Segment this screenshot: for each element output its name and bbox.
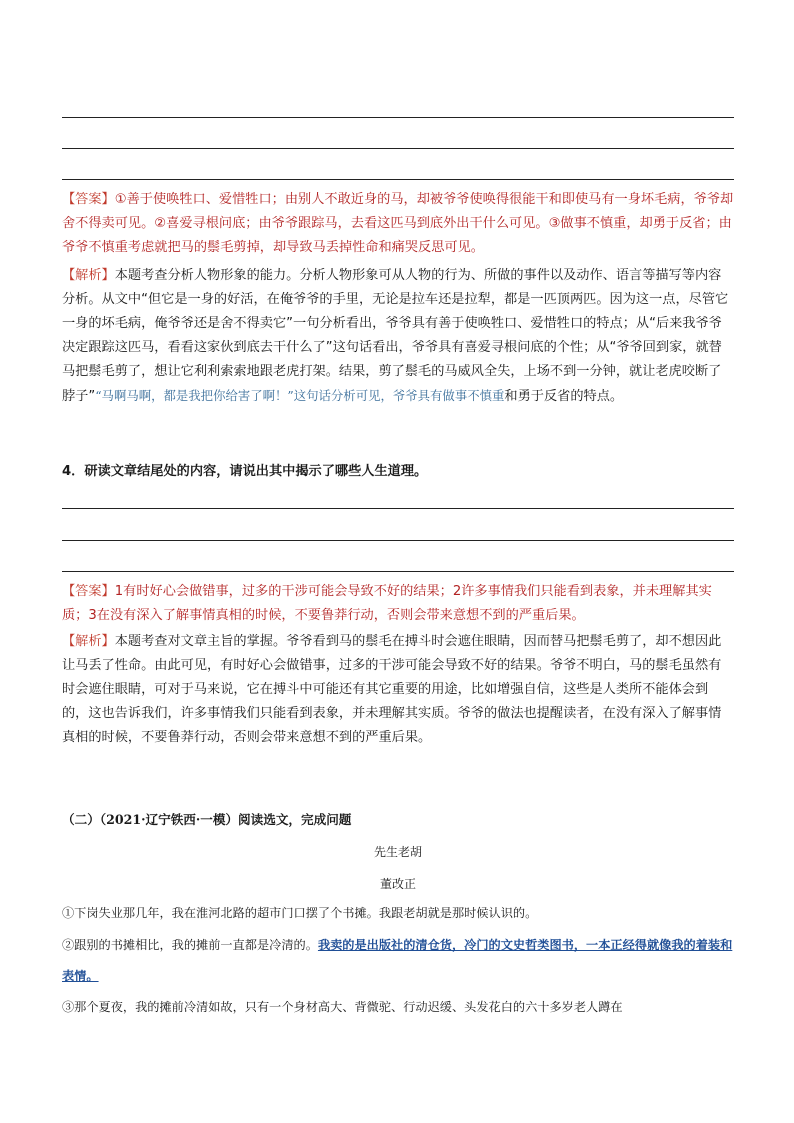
q3-answer bbox=[62, 188, 734, 260]
answer-text: ①善于使唤牲口、爱惜牲口；由别人不敢近身的马，却被爷爷使唤得很能干和即使马有一身坏毛病，爷爷却舍不得卖可见。②喜爱寻根问底；由爷爷跟踪马，去看这匹马到底外出干什么可见。③做事不慎重，却勇于反省；由爷爷不慎重考虑就把马的鬃毛剪掉，却导致马丢掉性命和痛哭反思可见。 bbox=[62, 192, 734, 255]
q4-answer bbox=[62, 580, 734, 628]
essay-paragraph-2 bbox=[62, 930, 734, 992]
paragraph-text: ②跟别的书摊相比，我的摊前一直都是冷清的。 bbox=[62, 938, 318, 952]
analysis-label: 【解析】 bbox=[62, 634, 115, 649]
analysis-quote: “马啊马啊，都是我把你给害了啊！”这句话分析可见，爷爷具有做事不慎重 bbox=[95, 388, 505, 403]
analysis-text: 本题考查对文章主旨的掌握。爷爷看到马的鬃毛在搏斗时会遮住眼睛，因而替马把鬃毛剪了，却不想因此让马丢了性命。由此可见，有时好心会做错事，过多的干涉可能会导致不好的结果。爷爷不明白，马的鬃毛虽然有时会遮住眼睛，可对于马来说，它在搏斗中可能还有其它重要的用途，比如增强自信，这些是人类所不能体会到的，这也告诉我们，许多事情我们只能看到表象，并未理解其实质。爷爷的做法也提醒读者，在没有深入了解事情真相的时候，不要鲁莽行动，否则会带来意想不到的严重后果。 bbox=[62, 634, 722, 745]
answer-label: 【答案】 bbox=[62, 584, 115, 599]
analysis-label: 【解析】 bbox=[62, 268, 115, 283]
answer-text: 1有时好心会做错事，过多的干涉可能会导致不好的结果；2许多事情我们只能看到表象，并未理解其实质；3在没有深入了解事情真相的时候，不要鲁莽行动，否则会带来意想不到的严重后果。 bbox=[62, 584, 712, 623]
q4-analysis bbox=[62, 630, 734, 750]
answer-line-6 bbox=[62, 571, 734, 572]
analysis-text: 本题考查分析人物形象的能力。分析人物形象可从人物的行为、所做的事件以及动作、语言等描写等内容分析。从文中“但它是一身的好活，在俺爷爷的手里，无论是拉车还是拉犁，都是一匹顶两匹。因为这一点，尽管它一身的坏毛病，俺爷爷还是舍不得卖它”一句分析看出，爷爷具有善于使唤牲口、爱惜牲口的特点；从“后来我爷爷决定跟踪这匹马，看看这家伙到底去干什么了”这句话看出，爷爷具有喜爱寻根问底的个性；从“爷爷回到家，就替马把鬃毛剪了，想让它利利索索地跟老虎打架。结果，剪了鬃毛的马威风全失，上场不到一分钟，就让老虎咬断了脖子” bbox=[62, 268, 729, 404]
answer-line-1 bbox=[62, 117, 734, 118]
highlighted-sentence: 我卖的是出版社的清仓货，冷门的文史哲类图书，一本正经得就像我的着装和表情。 bbox=[62, 938, 733, 983]
section-heading: （二）（2021·辽宁铁西·一模）阅读选文，完成问题 bbox=[62, 812, 352, 827]
answer-line-5 bbox=[62, 540, 734, 541]
paragraph-text: ③那个夏夜，我的摊前冷清如故，只有一个身材高大、背微驼、行动迟缓、头发花白的六十多岁老人蹲在 bbox=[62, 1000, 623, 1014]
essay-author: 董改正 bbox=[379, 877, 416, 891]
q3-analysis bbox=[62, 264, 734, 409]
essay-paragraph-1 bbox=[62, 898, 734, 929]
answer-line-4 bbox=[62, 508, 734, 509]
paragraph-text: ①下岗失业那几年，我在淮河北路的超市门口摆了个书摊。我跟老胡就是那时候认识的。 bbox=[62, 906, 538, 920]
analysis-tail: 和勇于反省的特点。 bbox=[504, 389, 624, 404]
essay-title: 先生老胡 bbox=[373, 845, 422, 859]
answer-line-2 bbox=[62, 148, 734, 149]
answer-label: 【答案】 bbox=[62, 192, 115, 207]
q4-question: 4．研读文章结尾处的内容，请说出其中揭示了哪些人生道理。 bbox=[62, 464, 428, 479]
answer-line-3 bbox=[62, 179, 734, 180]
essay-paragraph-3 bbox=[62, 992, 734, 1023]
